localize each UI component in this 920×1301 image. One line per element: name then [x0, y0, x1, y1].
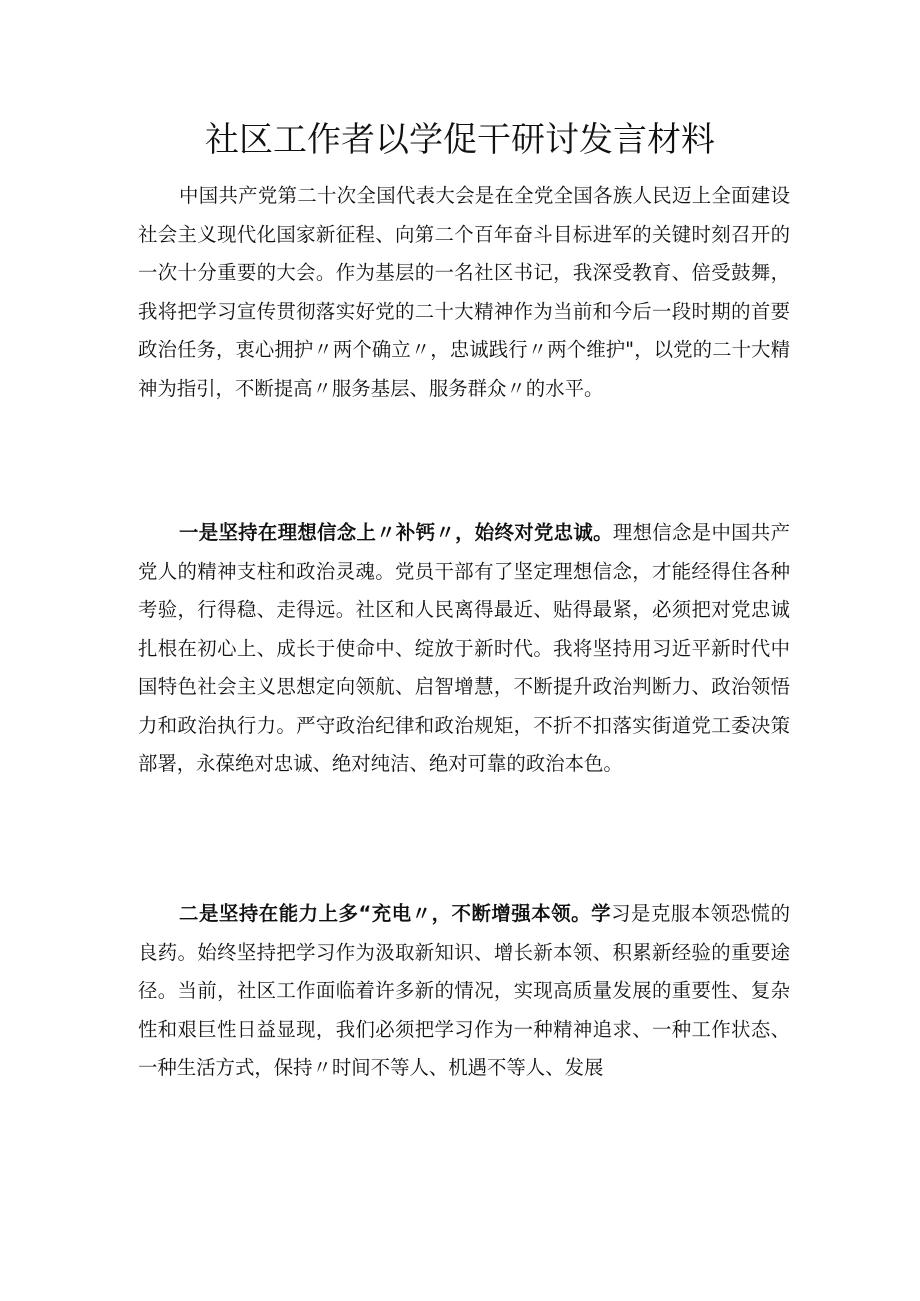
paragraph-body: 理想信念是中国共产党人的精神支柱和政治灵魂。党员干部有了坚定理想信念，才能经得住各种考验，行得稳、走得远。社区和人民离得最近、贴得最紧，必须把对党忠诚扎根在初心上、成长于使命中、绽放于新时代。我将坚持用习近平新时代中国特色社会主义思想定向领航、启智增慧，不断提升政治判断力、政治领悟力和政治执行力。严守政治纪律和政治规矩，不折不扣落实街道党工委决策部署，永葆绝对忠诚、绝对纯洁、绝对可靠的政治本色。: [138, 521, 791, 775]
document-title: 社区工作者以学促干研讨发言材料: [205, 120, 715, 160]
paragraph-point-one: [138, 514, 790, 784]
paragraph-lead: 二是坚持在能力上多“充电〃，不断增强本领。学: [179, 902, 612, 925]
paragraph-intro: [138, 177, 790, 408]
paragraph-lead: 一是坚持在理想信念上〃补钙〃，始终对党忠诚。: [179, 521, 613, 544]
paragraph-point-two: [138, 895, 790, 1088]
paragraph-body: 习是克服本领恐慌的良药。始终坚持把学习作为汲取新知识、增长新本领、积累新经验的重要途径。当前，社区工作面临着许多新的情况，实现高质量发展的重要性、复杂性和艰巨性日益显现，我们必须把学习作为一种精神追求、一种工作状态、一种生活方式，保持〃时间不等人、机遇不等人、发展: [138, 902, 791, 1079]
paragraph-body: 中国共产党第二十次全国代表大会是在全党全国各族人民迈上全面建设社会主义现代化国家新征程、向第二个百年奋斗目标进军的关键时刻召开的一次十分重要的大会。作为基层的一名社区书记，我深受教育、倍受鼓舞，我将把学习宣传贯彻落实好党的二十大精神作为当前和今后一段时期的首要政治任务，衷心拥护〃两个确立〃，忠诚践行〃两个维护"，以党的二十大精神为指引，不断提高〃服务基层、服务群众〃的水平。: [138, 184, 790, 400]
